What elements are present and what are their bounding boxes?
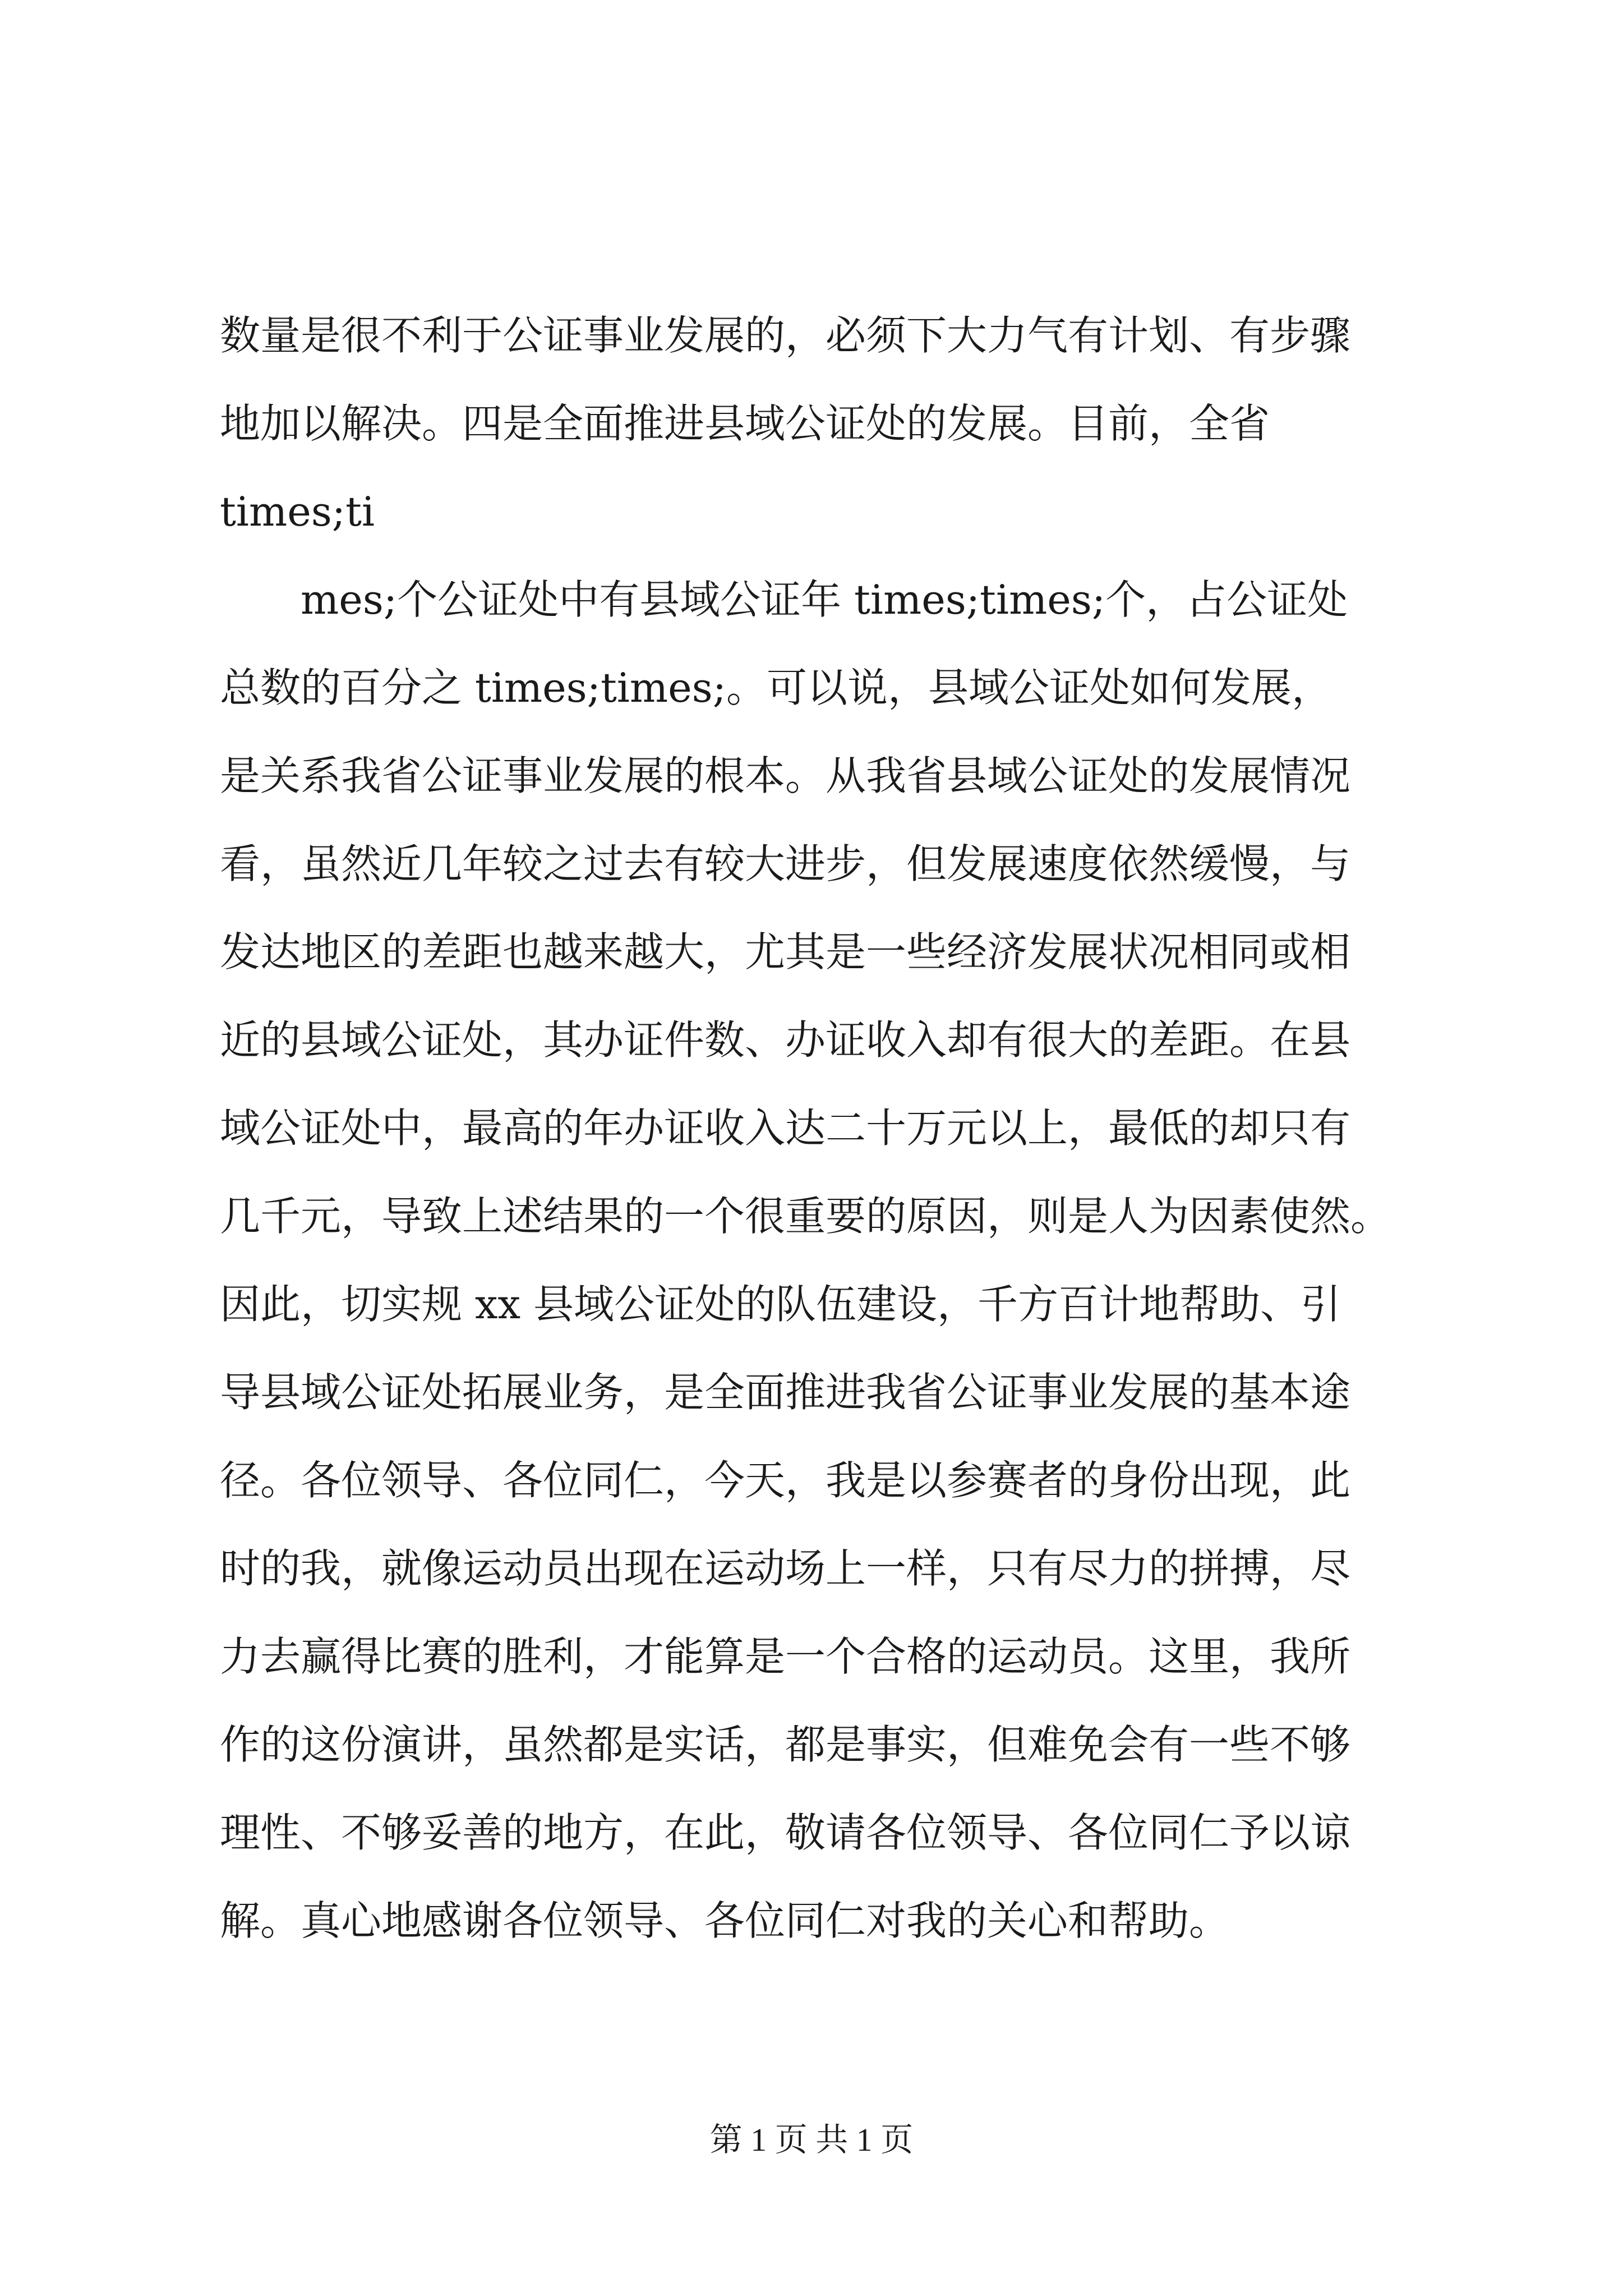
text-line: 几千元，导致上述结果的一个很重要的原因，则是人为因素使然。	[220, 1193, 1391, 1240]
text-line: 看，虽然近几年较之过去有较大进步，但发展速度依然缓慢，与	[220, 840, 1351, 887]
text-line: 近的县域公证处，其办证件数、办证收入却有很大的差距。在县	[220, 1016, 1351, 1064]
text-line: 导县域公证处拓展业务，是全面推进我省公证事业发展的基本途	[220, 1369, 1351, 1416]
text-line: 数量是很不利于公证事业发展的，必须下大力气有计划、有步骤	[220, 312, 1351, 359]
page-number-footer: 第 1 页 共 1 页	[709, 2122, 914, 2158]
text-line: mes;个公证处中有县域公证年 times;times;个，占公证处	[301, 576, 1348, 623]
text-line: times;ti	[220, 488, 375, 535]
text-line: 域公证处中，最高的年办证收入达二十万元以上，最低的却只有	[220, 1105, 1351, 1152]
text-line: 地加以解决。四是全面推进县域公证处的发展。目前，全省	[220, 400, 1270, 447]
text-line: 发达地区的差距也越来越大，尤其是一些经济发展状况相同或相	[220, 928, 1351, 976]
text-line: 因此，切实规 xx 县域公证处的队伍建设，千方百计地帮助、引	[220, 1281, 1341, 1328]
text-line: 径。各位领导、各位同仁，今天，我是以参赛者的身份出现，此	[220, 1457, 1351, 1504]
text-line: 时的我，就像运动员出现在运动场上一样，只有尽力的拼搏，尽	[220, 1545, 1351, 1592]
text-line: 是关系我省公证事业发展的根本。从我省县域公证处的发展情况	[220, 752, 1351, 799]
text-line: 总数的百分之 times;times;。可以说，县域公证处如何发展，	[220, 664, 1332, 711]
text-line: 力去赢得比赛的胜利，才能算是一个合格的运动员。这里，我所	[220, 1633, 1351, 1680]
text-line: 作的这份演讲，虽然都是实话，都是事实，但难免会有一些不够	[220, 1721, 1351, 1768]
text-line: 解。真心地感谢各位领导、各位同仁对我的关心和帮助。	[220, 1897, 1230, 1944]
text-line: 理性、不够妥善的地方，在此，敬请各位领导、各位同仁予以谅	[220, 1809, 1351, 1856]
document-body	[220, 292, 1422, 1965]
